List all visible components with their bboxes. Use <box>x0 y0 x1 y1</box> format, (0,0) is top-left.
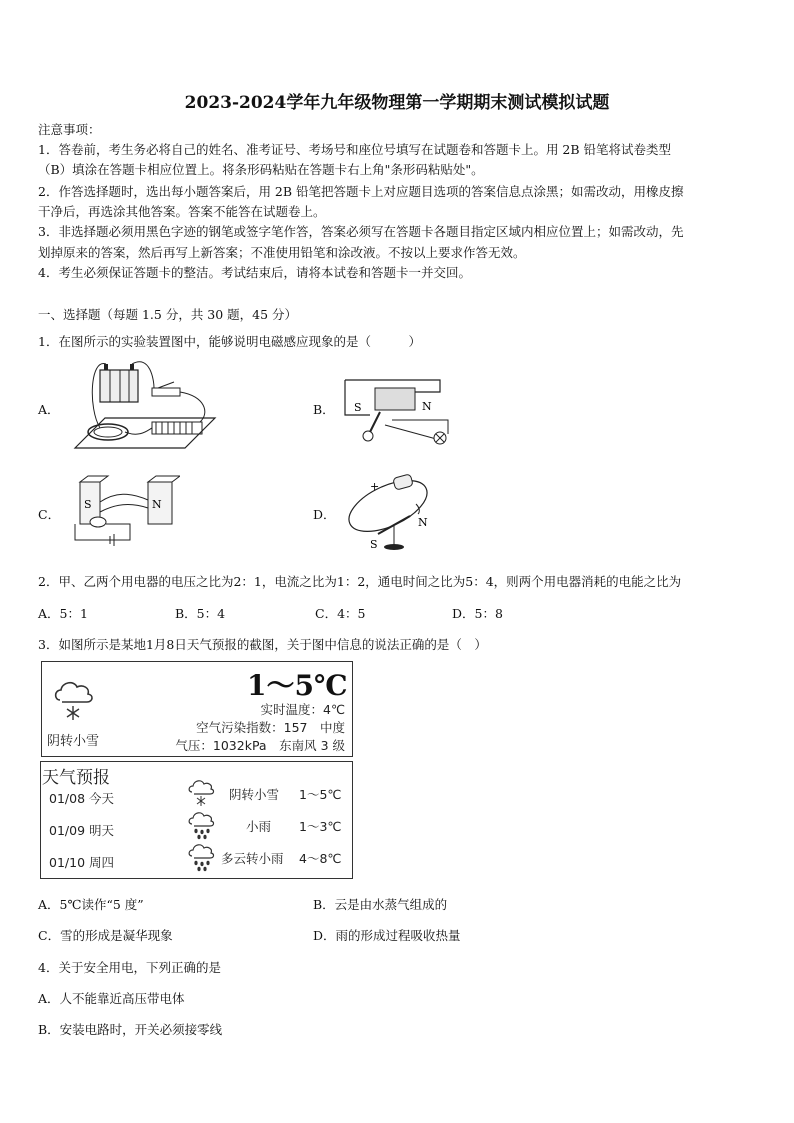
cloud-snow-icon <box>186 778 216 812</box>
weather-forecast-card <box>40 761 353 879</box>
question-1-stem: 1．在图所示的实验装置图中，能够说明电磁感应现象的是（ ） <box>38 334 421 349</box>
q2-option-d: D．5：8 <box>452 606 503 621</box>
condition-text: 阴转小雪 <box>47 734 100 749</box>
q1-option-b-label: B． <box>313 402 335 417</box>
forecast-desc: 多云转小雨 <box>221 851 284 866</box>
q1-option-d-label: D． <box>313 507 336 522</box>
battery-plus-label: + <box>370 480 380 493</box>
notice-line: 干净后，再选涂其他答案。答案不能答在试题卷上。 <box>38 204 326 219</box>
forecast-range: 4～8℃ <box>299 851 342 866</box>
q2-option-b: B．5：4 <box>175 606 226 621</box>
notice-line: 1．答卷前，考生务必将自己的姓名、准考证号、考场号和座位号填写在试题卷和答题卡上。用 2B 铅笔将试卷类型 <box>38 142 672 157</box>
q2-option-a: A．5：1 <box>38 606 88 621</box>
cloud-rain-icon <box>186 810 216 844</box>
q1-option-a-label: A． <box>38 402 60 417</box>
q2-option-c: C．4：5 <box>315 606 366 621</box>
magnet-s-label: S <box>354 401 362 414</box>
notice-line: 2．作答选择题时，选出每小题答案后，用 2B 铅笔把答题卡上对应题目选项的答案信息点涂黑；如需改动，用橡皮擦 <box>38 184 684 199</box>
forecast-title: 天气预报 <box>42 768 110 788</box>
q3-option-d: D．雨的形成过程吸收热量 <box>313 928 461 943</box>
q1-figure-c <box>70 472 180 556</box>
q1-figure-d <box>340 468 440 562</box>
q1-figure-a <box>70 358 220 462</box>
notice-line: （B）填涂在答题卡相应位置上。将条形码粘贴在答题卡右上角"条形码粘贴处"。 <box>38 162 484 177</box>
pressure-wind: 气压：1032kPa 东南风 3 级 <box>175 738 345 753</box>
question-3-stem: 3．如图所示是某地1月8日天气预报的截图，关于图中信息的说法正确的是（ ） <box>38 637 487 652</box>
q3-option-b: B．云是由水蒸气组成的 <box>313 897 448 912</box>
magnet-n-label: N <box>152 498 162 511</box>
current-temp: 实时温度：4℃ <box>260 702 345 717</box>
magnet-s-label: S <box>84 498 92 511</box>
q3-option-c: C．雪的形成是凝华现象 <box>38 928 173 943</box>
q1-option-c-label: C． <box>38 507 61 522</box>
q4-option-a: A．人不能靠近高压带电体 <box>38 991 185 1006</box>
notice-heading: 注意事项： <box>38 122 101 137</box>
notice-line: 4．考生必须保证答题卡的整洁。考试结束后，请将本试卷和答题卡一并交回。 <box>38 265 471 280</box>
needle-s-label: S <box>370 538 378 551</box>
q3-option-a: A．5℃读作“5 度” <box>38 897 144 912</box>
needle-n-label: N <box>418 516 428 529</box>
forecast-desc: 阴转小雪 <box>229 787 280 802</box>
page-title: 2023-2024学年九年级物理第一学期期末测试模拟试题 <box>184 93 610 113</box>
temp-range: 1～5℃ <box>247 669 348 702</box>
notice-line: 划掉原来的答案，然后再写上新答案；不准使用铅笔和涂改液。不按以上要求作答无效。 <box>38 245 526 260</box>
magnet-n-label: N <box>422 400 432 413</box>
weather-current-card <box>41 661 353 757</box>
forecast-date: 01/09 明天 <box>49 823 114 838</box>
forecast-range: 1～5℃ <box>299 787 342 802</box>
air-quality-index: 空气污染指数：157 中度 <box>196 720 345 735</box>
cloud-rain-icon <box>186 842 216 876</box>
cloud-snow-icon <box>50 678 96 728</box>
question-2-stem: 2．甲、乙两个用电器的电压之比为2：1，电流之比为1：2，通电时间之比为5：4，则两个用电器消耗的电能之比为 <box>38 574 682 589</box>
section-heading: 一、选择题（每题 1.5 分，共 30 题，45 分） <box>38 307 298 322</box>
q1-figure-b <box>340 370 460 454</box>
q4-option-b: B．安装电路时，开关必须接零线 <box>38 1022 223 1037</box>
forecast-date: 01/08 今天 <box>49 791 114 806</box>
notice-line: 3．非选择题必须用黑色字迹的钢笔或签字笔作答，答案必须写在答题卡各题目指定区域内相应位置上；如需改动，先 <box>38 224 684 239</box>
question-4-stem: 4．关于安全用电，下列正确的是 <box>38 960 221 975</box>
forecast-desc: 小雨 <box>246 819 272 834</box>
forecast-range: 1～3℃ <box>299 819 342 834</box>
forecast-date: 01/10 周四 <box>49 855 114 870</box>
